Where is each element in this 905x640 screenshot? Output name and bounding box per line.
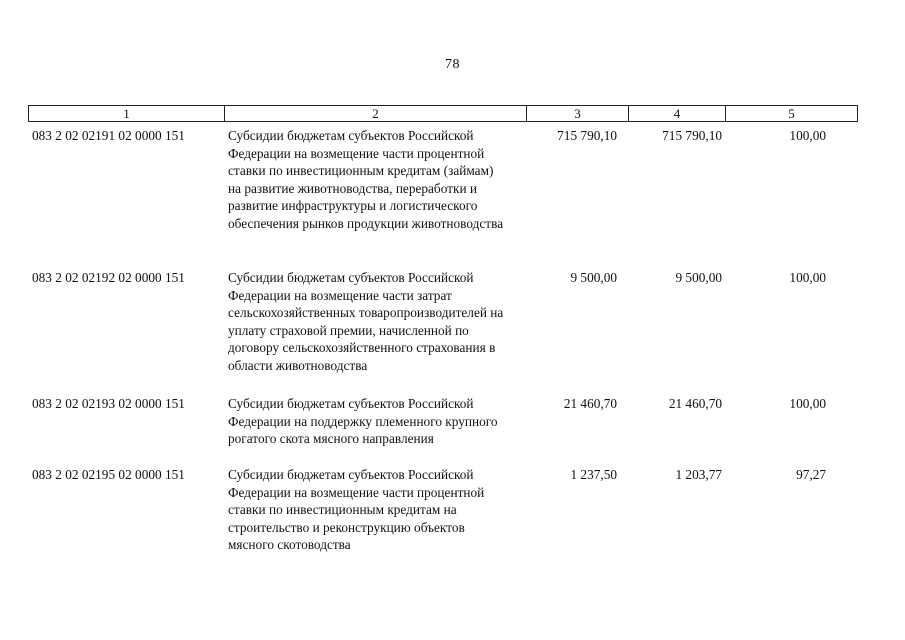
budget-code: 083 2 02 02192 02 0000 151 [32, 270, 185, 285]
value-col-4: 21 460,70 [668, 396, 722, 411]
header-col-4: 4 [629, 106, 726, 121]
header-col-1: 1 [29, 106, 225, 121]
value-col-4: 9 500,00 [675, 270, 722, 285]
row-description: Субсидии бюджетам субъектов Российской Федерации на поддержку племенного крупного рогатого скота мясного направления [228, 396, 498, 447]
budget-code: 083 2 02 02195 02 0000 151 [32, 467, 185, 482]
page-number: 78 [445, 57, 460, 72]
value-col-5: 97,27 [796, 467, 826, 482]
budget-code: 083 2 02 02191 02 0000 151 [32, 128, 185, 143]
row-description: Субсидии бюджетам субъектов Российской Федерации на возмещение части процентной ставки по инвестиционным кредитам (займам) на развитие животноводства, переработки и развитие инфраструктуры и логистического обеспечения рынков продукции животноводства [228, 128, 504, 231]
budget-code: 083 2 02 02193 02 0000 151 [32, 396, 185, 411]
value-col-3: 715 790,10 [557, 128, 617, 143]
header-col-2: 2 [225, 106, 527, 121]
value-col-5: 100,00 [789, 128, 826, 143]
value-col-4: 1 203,77 [675, 467, 722, 482]
value-col-3: 21 460,70 [563, 396, 617, 411]
header-col-5: 5 [788, 106, 795, 121]
row-description: Субсидии бюджетам субъектов Российской Федерации на возмещение части процентной ставки по инвестиционным кредитам на строительство и реконструкцию объектов мясного скотоводства [228, 467, 485, 553]
row-description: Субсидии бюджетам субъектов Российской Федерации на возмещение части затрат сельскохозяйственных товаропроизводителей на уплату страховой премии, начисленной по договору сельскохозяйственного страхования в области животноводства [228, 270, 504, 373]
table-header-row [28, 105, 858, 122]
value-col-3: 1 237,50 [570, 467, 617, 482]
value-col-3: 9 500,00 [570, 270, 617, 285]
value-col-4: 715 790,10 [662, 128, 722, 143]
header-col-3: 3 [527, 106, 629, 121]
value-col-5: 100,00 [789, 270, 826, 285]
value-col-5: 100,00 [789, 396, 826, 411]
